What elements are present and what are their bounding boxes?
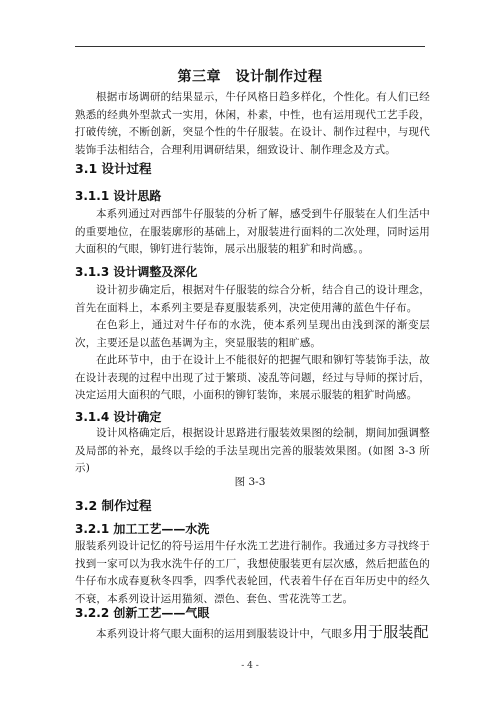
intro-paragraph: 根据市场调研的结果显示，牛仔风格日趋多样化，个性化。有人们已经熟悉的经典外型款式一实用，休闲，朴素，中性，也有运用现代工艺手段，打破传统，不断创新，突显个性的牛仔服装。在设计、制作过程中，与现代装饰手法相结合，合理利用调研结果，细致设计、制作理念及方式。 <box>75 91 430 156</box>
paragraph: 本系列通过对西部牛仔服装的分析了解，感受到牛仔服装在人们生活中的重要地位，在服装廓形的基础上，对服装进行面料的二次处理，同时运用大面积的气眼，铆钉进行装饰，展示出服装的粗犷和时尚感。。 <box>75 208 430 255</box>
intro-block <box>75 89 430 159</box>
chapter-title: 第三章 设计制作过程 <box>177 69 323 85</box>
paragraph-tail-large: 用于服装配 <box>352 623 429 641</box>
paragraph-start: 本系列设计将气眼大面积的运用到服装设计中，气眼多 <box>96 628 353 640</box>
figure-caption: 图 3-3 <box>234 476 266 488</box>
heading-3-1-1: 3.1.1 设计思路 <box>75 189 162 203</box>
section-3-2-2-body <box>75 624 430 644</box>
paragraph: 服装系列设计记忆的符号运用牛仔水洗工艺进行制作。我通过多方寻找终于找到一家可以为我水洗牛仔的工厂，我想使服装更有层次感，然后把蓝色的牛仔布水成春夏秋冬四季，四季代表轮回，代表着牛仔在百年历史中的经久不衰，本系列设计运用猫须、漂色、套色、雪花洗等工艺。 <box>75 540 430 605</box>
paragraph: 设计风格确定后，根据设计思路进行服装效果图的绘制，期间加强调整及局部的补充，最终以手绘的手法呈现出完善的服装效果图。(如图 3-3 所示) <box>75 427 430 474</box>
heading-3-1: 3.1 设计过程 <box>75 161 152 176</box>
heading-3-1-4: 3.1.4 设计确定 <box>75 410 162 424</box>
paragraph <box>75 624 430 644</box>
header-rule <box>75 46 425 47</box>
section-3-1-4-body <box>75 425 430 478</box>
section-3-2-1-body <box>75 538 430 608</box>
paragraph: 设计初步确定后，根据对牛仔服装的综合分析，结合自己的设计理念，首先在面料上，本系列主要是春夏服装系列，决定使用薄的蓝色牛仔布。 <box>75 284 430 314</box>
paragraph: 在此环节中，由于在设计上不能很好的把握气眼和铆钉等装饰手法，故在设计表现的过程中出现了过于繁琐、凌乱等问题，经过与导师的探讨后，决定运用大面积的气眼，小面积的铆钉装饰，来展示服装的粗犷时尚感。 <box>75 354 430 401</box>
paragraph: 在色彩上，通过对牛仔布的水洗，使本系列呈现出由浅到深的渐变层次，主要还是以蓝色基调为主，突显服装的粗旷感。 <box>75 319 430 349</box>
page-number: - 4 - <box>241 661 259 671</box>
heading-3-2-1: 3.2.1 加工工艺——水洗 <box>75 522 210 536</box>
section-3-1-3-body <box>75 282 430 405</box>
heading-3-2: 3.2 制作过程 <box>75 498 152 513</box>
section-3-1-1-body <box>75 206 430 259</box>
heading-3-1-3: 3.1.3 设计调整及深化 <box>75 265 198 279</box>
heading-3-2-2: 3.2.2 创新工艺——气眼 <box>75 606 210 620</box>
